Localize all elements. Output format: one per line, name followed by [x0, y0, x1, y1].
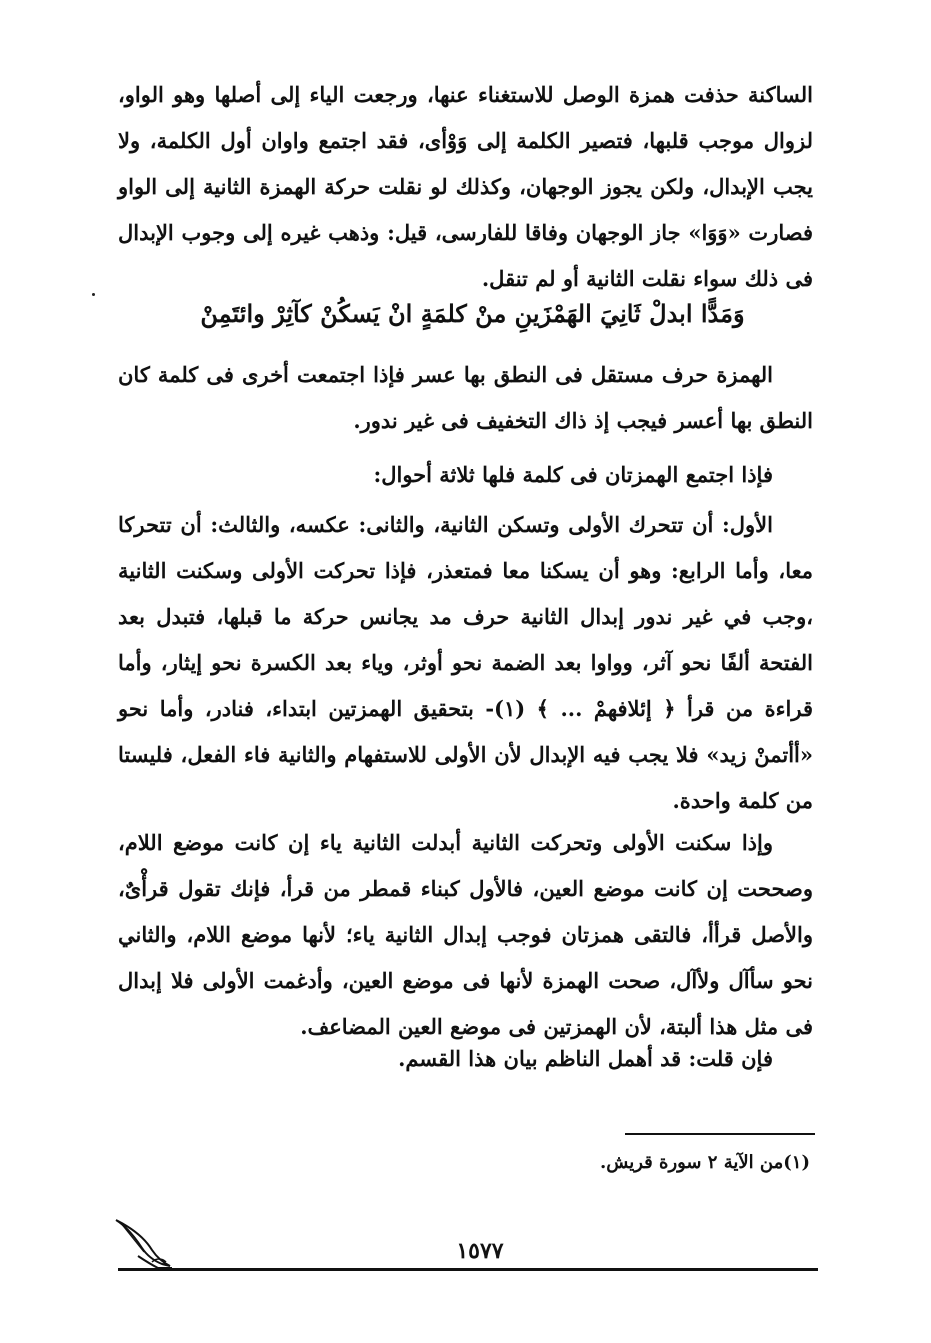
margin-dot: [92, 293, 95, 296]
page-number: ١٥٧٧: [456, 1238, 504, 1264]
paragraph-intro: الساكنة حذفت همزة الوصل للاستغناء عنها، ورجعت الياء إلى أصلها وهو الواو، لزوال موجب قلبها، فتصير الكلمة إلى وَوْأى، فقد اجتمع واوان أول الكلمة، ولا يجب الإبدال، ولكن يجوز الوجهان، وكذلك لو نقلت حركة الهمزة الثانية إلى الواو فصارت «وَوَا» جاز الوجهان وفاقا للفارسى، قيل: وذهب غيره إلى وجوب الإبدال فى ذلك سواء نقلت الثانية أو لم تنقل.: [118, 82, 813, 291]
paragraph-three-states: فإذا اجتمع الهمزتان فى كلمة فلها ثلاثة أحوال:: [373, 462, 773, 487]
bottom-divider: [118, 1268, 818, 1271]
paragraph-hamza-definition: الهمزة حرف مستقل فى النطق بها عسر فإذا اجتمعت أخرى فى كلمة كان النطق بها أعسر فيجب إذ ذاك التخفيف فى غير ندور.: [118, 362, 813, 433]
paragraph-second-case: وإذا سكنت الأولى وتحركت الثانية أبدلت الثانية ياء إن كانت موضع اللام، وصححت إن كانت موضع العين، فالأول كبناء قمطر من قرأ، فإنك تقول قرأْىٌ، والأصل قرأأ، فالتقى همزتان فوجب إبدال الثانية ياء؛ لأنها موضع اللام، والثاني نحو سأآل ولأآل، صحت الهمزة لأنها فى موضع العين، وأدغمت الأولى فلا إبدال فى مثل هذا ألبتة، لأن الهمزتين فى موضع العين المضاعف.: [118, 830, 813, 1039]
paragraph-question: فإن قلت: قد أهمل الناظم بيان هذا القسم.: [398, 1046, 773, 1071]
footnote-divider: [625, 1133, 815, 1135]
footnote: (١)من الآية ٢ سورة قريش.: [599, 1152, 810, 1173]
verse-line: وَمَدًّا ابدلْ ثَانِيَ الهَمْزَينِ منْ كلمَةٍ انْ يَسكُنْ كآثِرْ وائتَمِنْ: [200, 299, 745, 328]
quill-ornament-icon: [112, 1212, 176, 1272]
paragraph-first-case: الأول: أن تتحرك الأولى وتسكن الثانية، والثانى: عكسه، والثالث: أن تتحركا معا، وأما الرابع: وهو أن يسكنا معا فمتعذر، فإذا تحركت الأولى وسكنت الثانية ،وجب في غير ندور إبدال الثانية حرف مد يجانس حركة ما قبلها، فتبدل بعد الفتحة ألفًا نحو آثر، وواوا بعد الضمة نحو أوثر، وياء بعد الكسرة نحو إيثار، وأما قراءة من قرأ ﴿ إئلافهمْ ... ﴾ (١)- بتحقيق الهمزتين ابتداء، فنادر، وأما نحو «أأتمنْ زيد» فلا يجب فيه الإبدال لأن الأولى للاستفهام والثانية فاء الفعل، فليستا من كلمة واحدة.: [118, 512, 813, 813]
